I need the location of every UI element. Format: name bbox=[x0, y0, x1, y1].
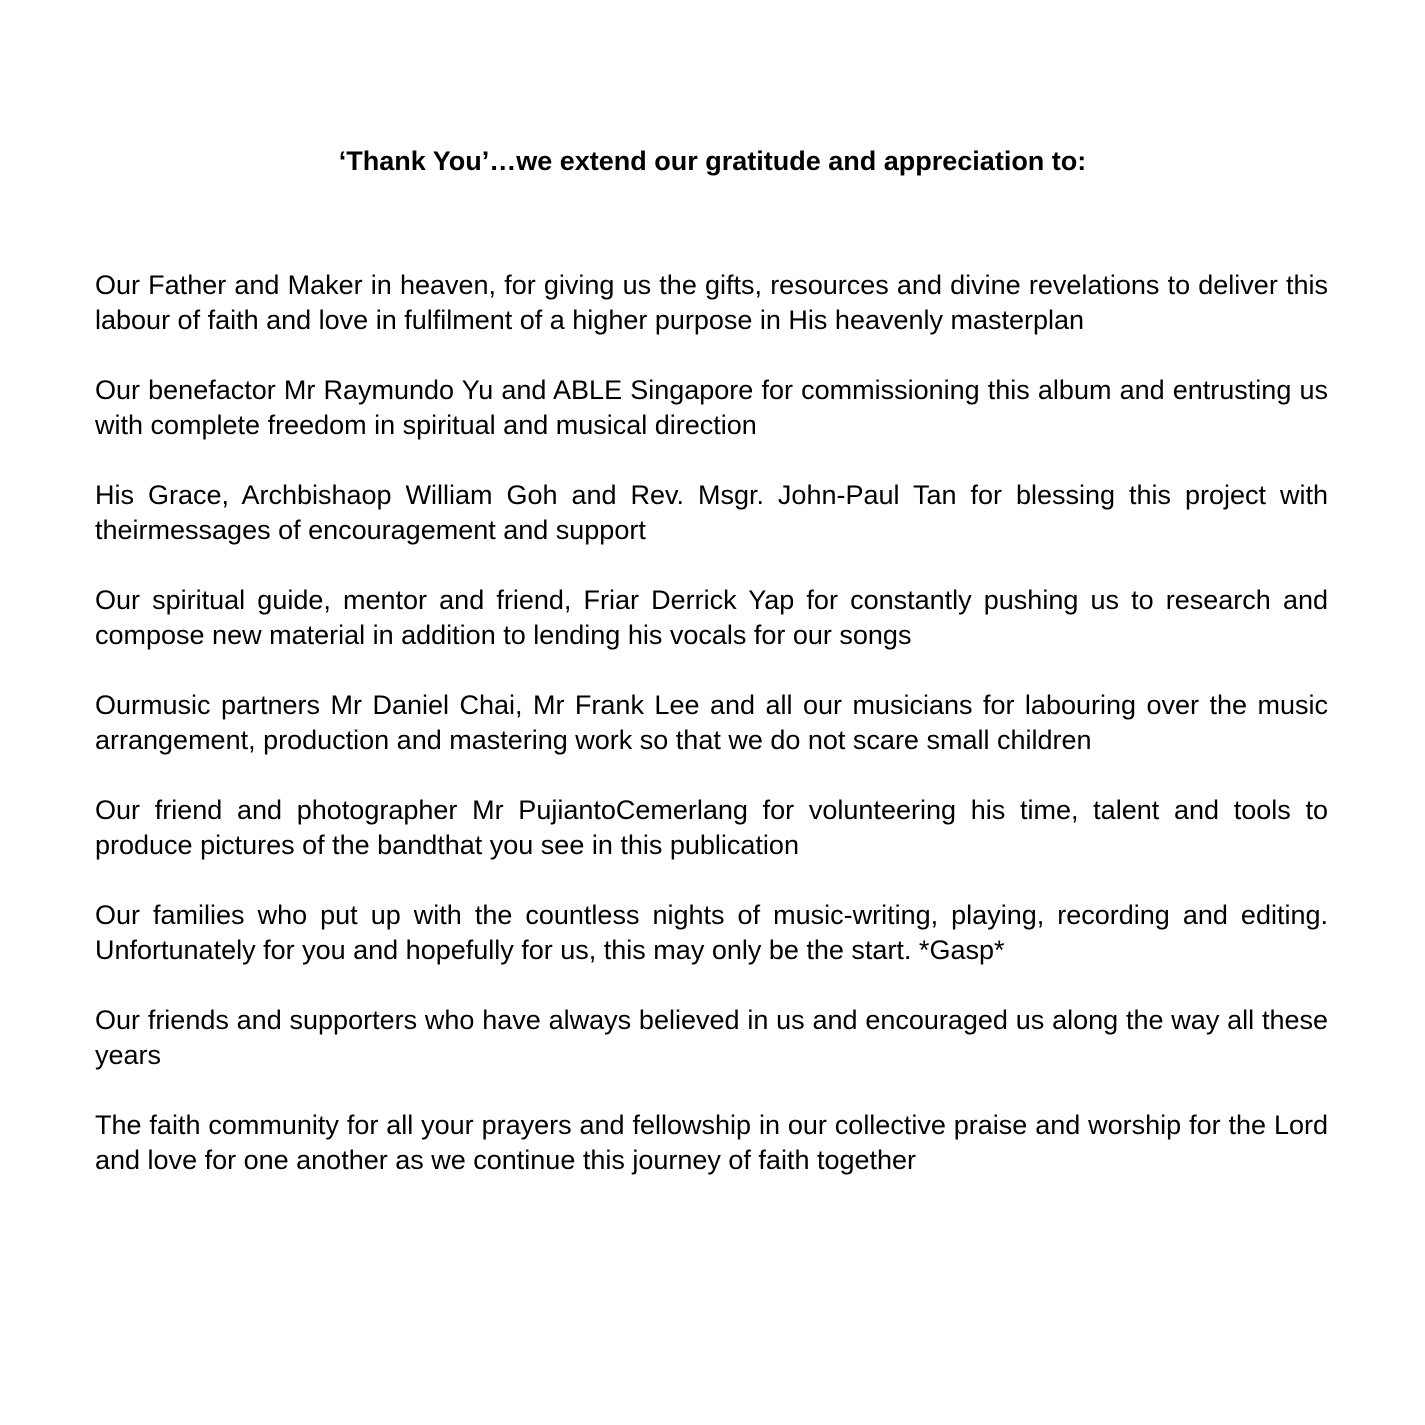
acknowledgement-item: Our friend and photographer Mr PujiantoCemerlang for volunteering his time, talent and tools to produce pictures of the bandthat you see in this publication bbox=[95, 795, 1328, 860]
acknowledgement-item: The faith community for all your prayers and fellowship in our collective praise and worship for the Lord and love for one another as we continue this journey of faith together bbox=[95, 1110, 1328, 1175]
acknowledgement-item: Our families who put up with the countless nights of music-writing, playing, recording and editing. Unfortunately for you and hopefully for us, this may only be the start. *Gasp* bbox=[95, 900, 1328, 965]
acknowledgement-item: Ourmusic partners Mr Daniel Chai, Mr Frank Lee and all our musicians for labouring over the music arrangement, production and mastering work so that we do not scare small children bbox=[95, 690, 1328, 755]
acknowledgement-item: Our spiritual guide, mentor and friend, Friar Derrick Yap for constantly pushing us to research and compose new material in addition to lending his vocals for our songs bbox=[95, 585, 1328, 650]
acknowledgement-item: His Grace, Archbishaop William Goh and Rev. Msgr. John-Paul Tan for blessing this project with theirmessages of encouragement and support bbox=[95, 480, 1328, 545]
page-title: ‘Thank You’…we extend our gratitude and appreciation to: bbox=[338, 146, 1087, 176]
acknowledgement-item: Our Father and Maker in heaven, for giving us the gifts, resources and divine revelations to deliver this labour of faith and love in fulfilment of a higher purpose in His heavenly masterplan bbox=[95, 270, 1328, 335]
acknowledgement-item: Our benefactor Mr Raymundo Yu and ABLE Singapore for commissioning this album and entrusting us with complete freedom in spiritual and musical direction bbox=[95, 375, 1328, 440]
acknowledgement-item: Our friends and supporters who have always believed in us and encouraged us along the way all these years bbox=[95, 1005, 1328, 1070]
acknowledgement-list bbox=[95, 268, 1328, 1213]
